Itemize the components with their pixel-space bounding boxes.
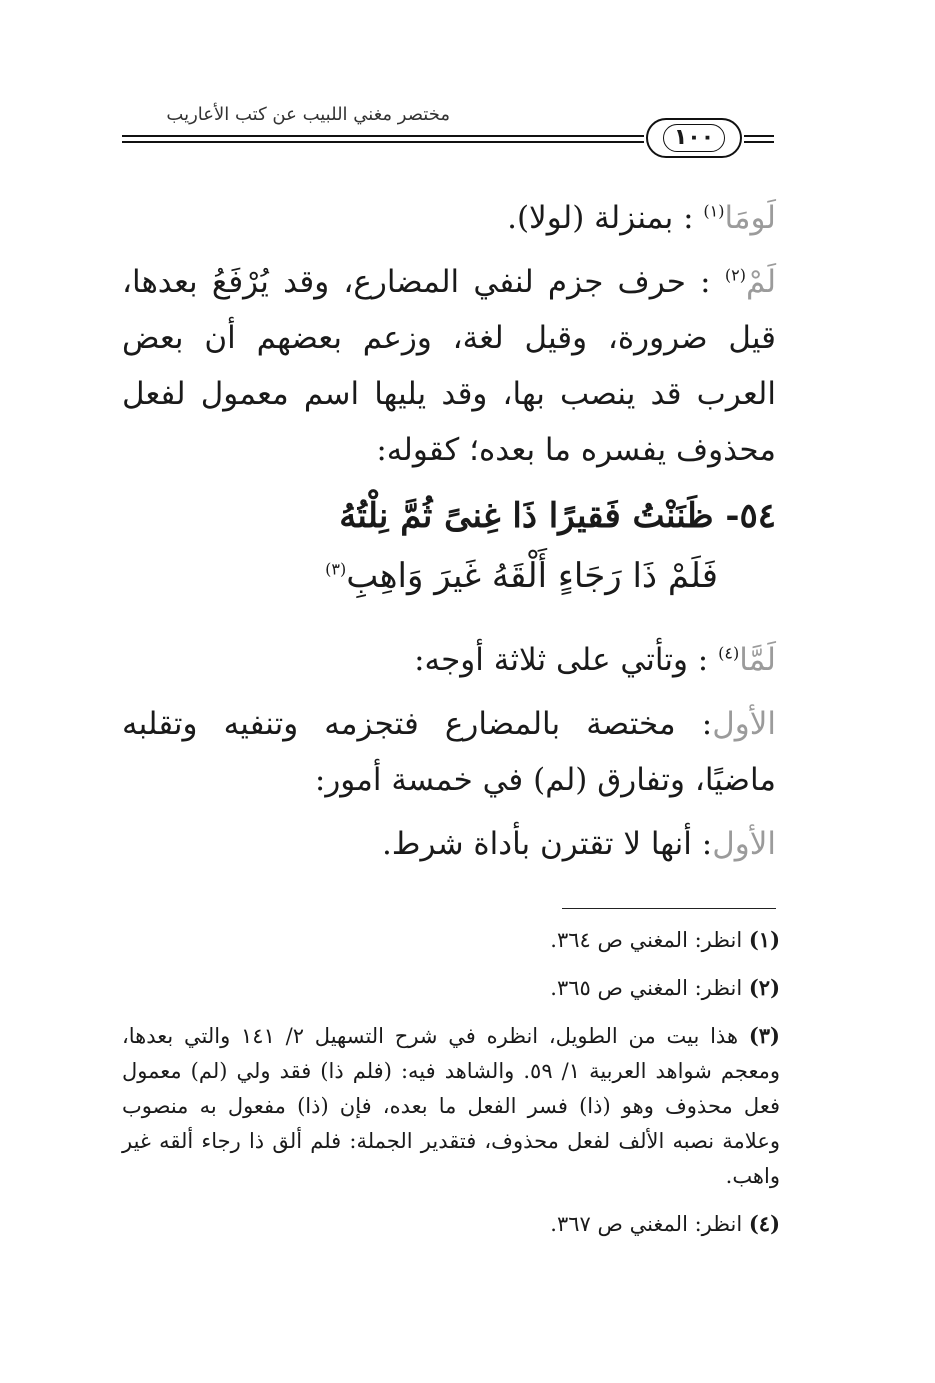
entry-text: : وتأتي على ثلاثة أوجه:: [414, 642, 709, 678]
footnote-4: [122, 1206, 780, 1242]
footnote-2: [122, 970, 780, 1006]
footnote-number: (٤): [748, 1211, 780, 1236]
footnote-text: انظر: المغني ص ٣٦٧.: [550, 1212, 743, 1236]
entry-text: : حرف جزم لنفي المضارع، وقد يُرْفَعُ بعدها، قيل ضرورة، وقيل لغة، وزعم بعضهم أن بعض العرب قد ينصب بها، وقد يليها اسم معمول لفعل محذوف يفسره ما بعده؛ كقوله:: [122, 264, 776, 468]
header-rule-bottom: [122, 141, 644, 143]
footnote-text: انظر: المغني ص ٣٦٤.: [550, 928, 743, 952]
header-rule-right-top: [744, 135, 774, 137]
footnote-3: [122, 1018, 780, 1194]
running-header-title: مختصر مغني اللبيب عن كتب الأعاريب: [166, 104, 450, 125]
first-usage: [122, 696, 776, 808]
usage-term: الأول: [712, 826, 776, 862]
footnote-text: انظر: المغني ص ٣٦٥.: [550, 976, 743, 1000]
footnote-number: (٣): [748, 1023, 780, 1048]
footnote-ref: (٢): [724, 265, 746, 285]
entry-term: لَمْ: [745, 264, 777, 300]
footnote-ref: (٤): [718, 643, 740, 663]
usage-text: : أنها لا تقترن بأداة شرط.: [381, 826, 713, 862]
page-number-badge: [646, 118, 742, 158]
verse-line-2: [122, 546, 776, 606]
entry-lamma: [122, 632, 776, 688]
footnote-number: (١): [748, 927, 780, 952]
entry-text: : بمنزلة (لولا).: [507, 200, 694, 236]
poetry-verse: [122, 486, 776, 606]
usage-text: : مختصة بالمضارع فتجزمه وتنفيه وتقلبه ماضيًا، وتفارق (لم) في خمسة أمور:: [122, 706, 776, 798]
main-text: [122, 190, 776, 872]
footnotes: [122, 922, 780, 1254]
entry-term: لَمَّا: [739, 642, 776, 678]
footnote-ref: (٣): [325, 559, 347, 579]
verse-line-2-text: فَلَمْ ذَا رَجَاءٍ أَلْقَهُ غَيرَ وَاهِبِ: [346, 556, 718, 596]
entry-term: لَومَا: [724, 200, 776, 236]
verse-line-1: ٥٤- ظَنَنْتُ فَقيرًا ذَا غِنىً ثُمَّ نِلْتُهُ: [339, 496, 776, 536]
footnote-text: هذا بيت من الطويل، انظره في شرح التسهيل ٢/ ١٤١ والتي بعدها، ومعجم شواهد العربية ١/ ٥٩. والشاهد فيه: (فلم ذا) فقد ولي (لم) معمول فعل محذوف وهو (ذا) فسر الفعل ما بعده، فإن (ذا) مفعول به منصوب وعلامة نصبه الألف لفعل محذوف، فتقدير الجملة: فلم ألق ذا رجاء ألقه غير واهب.: [122, 1024, 780, 1188]
entry-lawma: [122, 190, 776, 246]
entry-lam: [122, 254, 776, 478]
header-rule-right-bottom: [744, 141, 774, 143]
footnote-number: (٢): [748, 975, 780, 1000]
footnote-ref: (١): [703, 201, 725, 221]
header-rule-top: [122, 135, 644, 137]
page-number: ١٠٠: [663, 124, 725, 152]
usage-term: الأول: [712, 706, 776, 742]
footnote-separator: [562, 908, 776, 909]
first-difference: [122, 816, 776, 872]
footnote-1: [122, 922, 780, 958]
